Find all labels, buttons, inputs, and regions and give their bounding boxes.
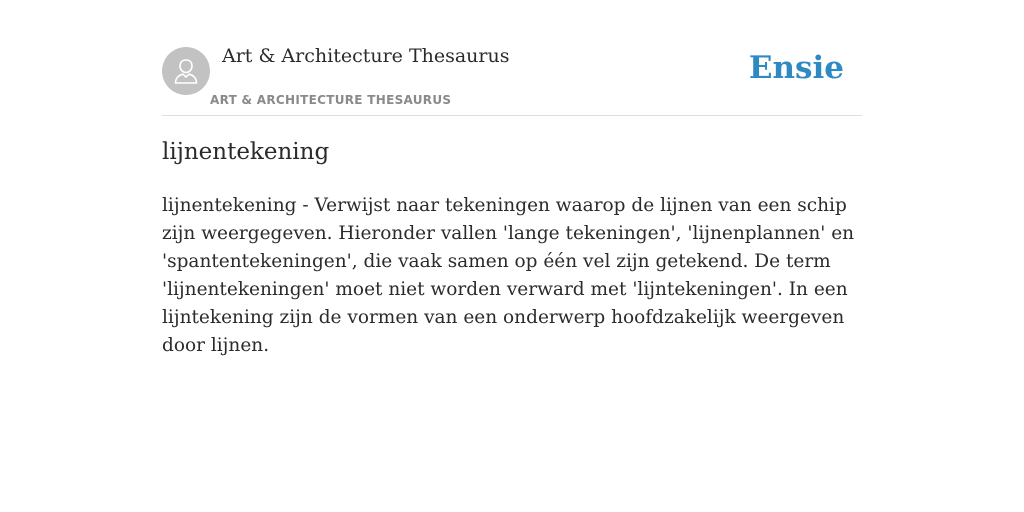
brand-logo[interactable]: Ensie (748, 50, 844, 86)
page-header (162, 0, 862, 116)
article-body: lijnentekening - Verwijst naar tekeningen waarop de lijnen van een schip zijn weergegeven. Hieronder vallen 'lange tekeningen', 'lijnenplannen' en 'spantentekeningen', die vaak samen op één vel zijn getekend. De term 'lijnentekeningen' moet niet worden verward met 'lijntekeningen'. In een lijntekening zijn de vormen van een onderwerp hoofdzakelijk weergeven door lijnen. (162, 195, 855, 356)
user-silhouette-icon (171, 56, 201, 86)
author-avatar[interactable] (162, 47, 210, 95)
author-tag[interactable]: ART & ARCHITECTURE THESAURUS (210, 93, 452, 107)
author-name[interactable]: Art & Architecture Thesaurus (222, 45, 510, 67)
article-title: lijnentekening (162, 139, 330, 165)
